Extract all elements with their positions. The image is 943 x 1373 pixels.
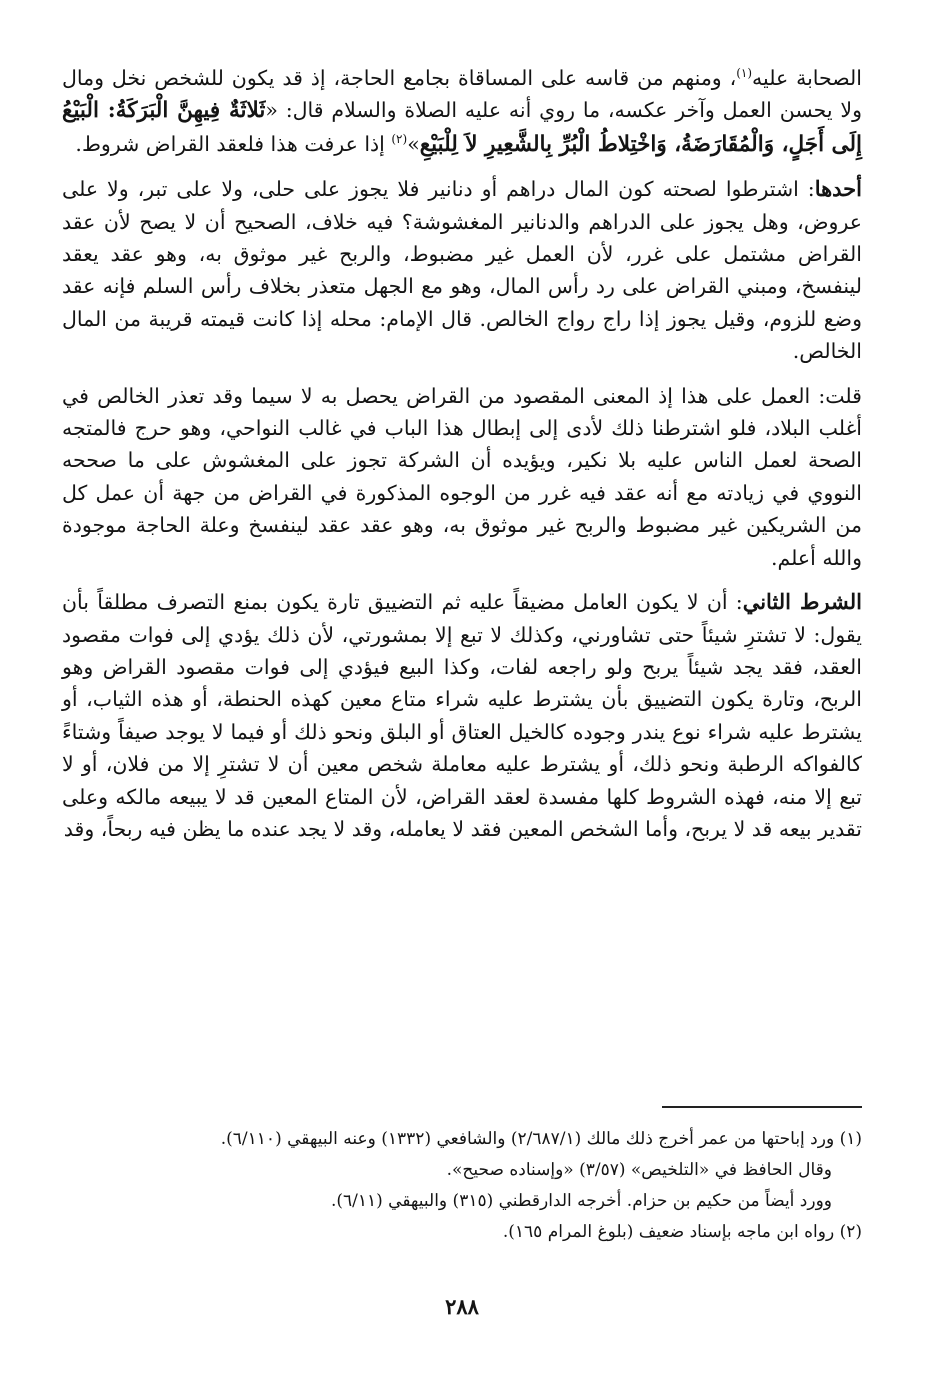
footnotes xyxy=(62,1124,862,1248)
paragraph-1 xyxy=(62,62,862,161)
paragraph-1-text-c: إذا عرفت هذا فلعقد القراض شروط. xyxy=(75,131,392,156)
paragraph-4 xyxy=(62,586,862,845)
quote-close: » xyxy=(407,131,420,156)
paragraph-3: قلت: العمل على هذا إذ المعنى المقصود من القراض يحصل به لا سيما وقد تعذر الخالص في أغلب البلاد، فلو اشترطنا ذلك لأدى إلى إبطال هذا الباب في غالب النواحي، وهو حرج فالمتجه الصحة لعمل الناس عليه بلا نكير، ويؤيده أن الشركة تجوز على المغشوش على ما صححه النووي في زيادته مع أنه عقد فيه غرر من الوجوه المذكورة في القراض من جهة أن عمل كل من الشريكين غير مضبوط والربح غير موثوق به، وهو عقد عقد لينفسخ وعلة الحاجة موجودة والله أعلم. xyxy=(62,383,862,570)
footnote-2: (٢) رواه ابن ماجه بإسناد ضعيف (بلوغ المرام ١٦٥). xyxy=(502,1222,862,1242)
footnote-ref-1[interactable]: (١) xyxy=(736,66,753,81)
condition-2-heading: الشرط الثاني xyxy=(742,589,862,615)
paragraph-2 xyxy=(62,173,862,367)
page-number: ٢٨٨ xyxy=(445,1294,479,1319)
hadith-quote: ثَلاثَةٌ فِيهِنَّ الْبَرَكَةُ: الْبَيْعُ إِلَى أَجَلٍ، وَالْمُقَارَضَةُ، وَاخْتِلاطُ الْبُرِّ بِالشَّعِيرِ لاَ لِلْبَيْعِ xyxy=(62,98,862,157)
page-body xyxy=(62,62,862,1322)
paragraph-1-text-a: الصحابة عليه xyxy=(752,66,862,90)
footnote-1-continued: وقال الحافظ في «التلخيص» (٣/٥٧) «وإسناده صحيح». xyxy=(446,1160,832,1180)
paragraph-4-text: : أن لا يكون العامل مضيقاً عليه ثم التضييق تارة يكون بمنع التصرف مطلقاً بأن يقول: لا تشترِ شيئاً حتى تشاورني، وكذلك لا تبع إلا بمشورتي، لأن ذلك يؤدي إلى فوات مقصود العقد، فقد يجد شيئاً يربح ولو راجعه لفات، وكذا البيع فيؤدي إلى فوات مقصود القراض وهو الربح، وتارة يكون التضييق بأن يشترط عليه شراء متاع معين كهذه الحنطة، أو هذه الثياب، أو يشترط عليه شراء نوع يندر وجوده كالخيل العتاق أو البلق ونحو ذلك أو فيما لا يوجد صيفاً وشتاءً كالفواكه الرطبة ونحو ذلك، أو يشترط عليه معاملة شخص معين أن لا تشترِ إلا من فلان، أو لا تبع إلا منه، فهذه الشروط كلها مفسدة لعقد القراض، لأن المتاع المعين قد لا يبيعه مالكه وعلى تقدير بيعه قد لا يربح، وأما الشخص المعين فقد لا يعامله، وقد لا يجد عنده ما يظن فيه ربحاً، وقد xyxy=(62,590,862,841)
footnote-divider xyxy=(662,1106,862,1108)
footnote-1-continued-2: وورد أيضاً من حكيم بن حزام. أخرجه الدارقطني (٣١٥) والبيهقي (٦/١١). xyxy=(330,1191,832,1211)
paragraph-1-text-b: ، ومنهم من قاسه على المساقاة بجامع الحاجة، إذ قد يكون للشخص نخل ومال ولا يحسن العمل وآخر عكسه، ما روي أنه عليه الصلاة والسلام قال: « xyxy=(62,66,862,123)
footnote-ref-2[interactable]: (٢) xyxy=(391,131,408,146)
condition-1-heading: أحدها xyxy=(814,176,862,202)
paragraph-2-text: : اشترطوا لصحته كون المال دراهم أو دنانير فلا يجوز على حلى، ولا على تبر، ولا على عروض، وهل يجوز على الدراهم والدنانير المغشوشة؟ فيه خلاف، الصحيح أن لا يصح لأن عقد القراض مشتمل على غرر، لأن العمل غير مضبوط، والربح غير موثوق به، وهو عقد يعقد لينفسخ، ومبني القراض على رد رأس المال، وهو مع الجهل متعذر بخلاف رأس السلم فإنه عقد وضع للزوم، وقيل يجوز إذا راج رواج الخالص. قال الإمام: محله إذا كانت قيمته قريبة من المال الخالص. xyxy=(62,177,862,364)
footnote-1: (١) ورد إباحتها من عمر أخرج ذلك مالك (٢/٦٨٧/١) والشافعي (١٣٣٢) وعنه البيهقي (٦/١١٠). xyxy=(220,1129,862,1149)
